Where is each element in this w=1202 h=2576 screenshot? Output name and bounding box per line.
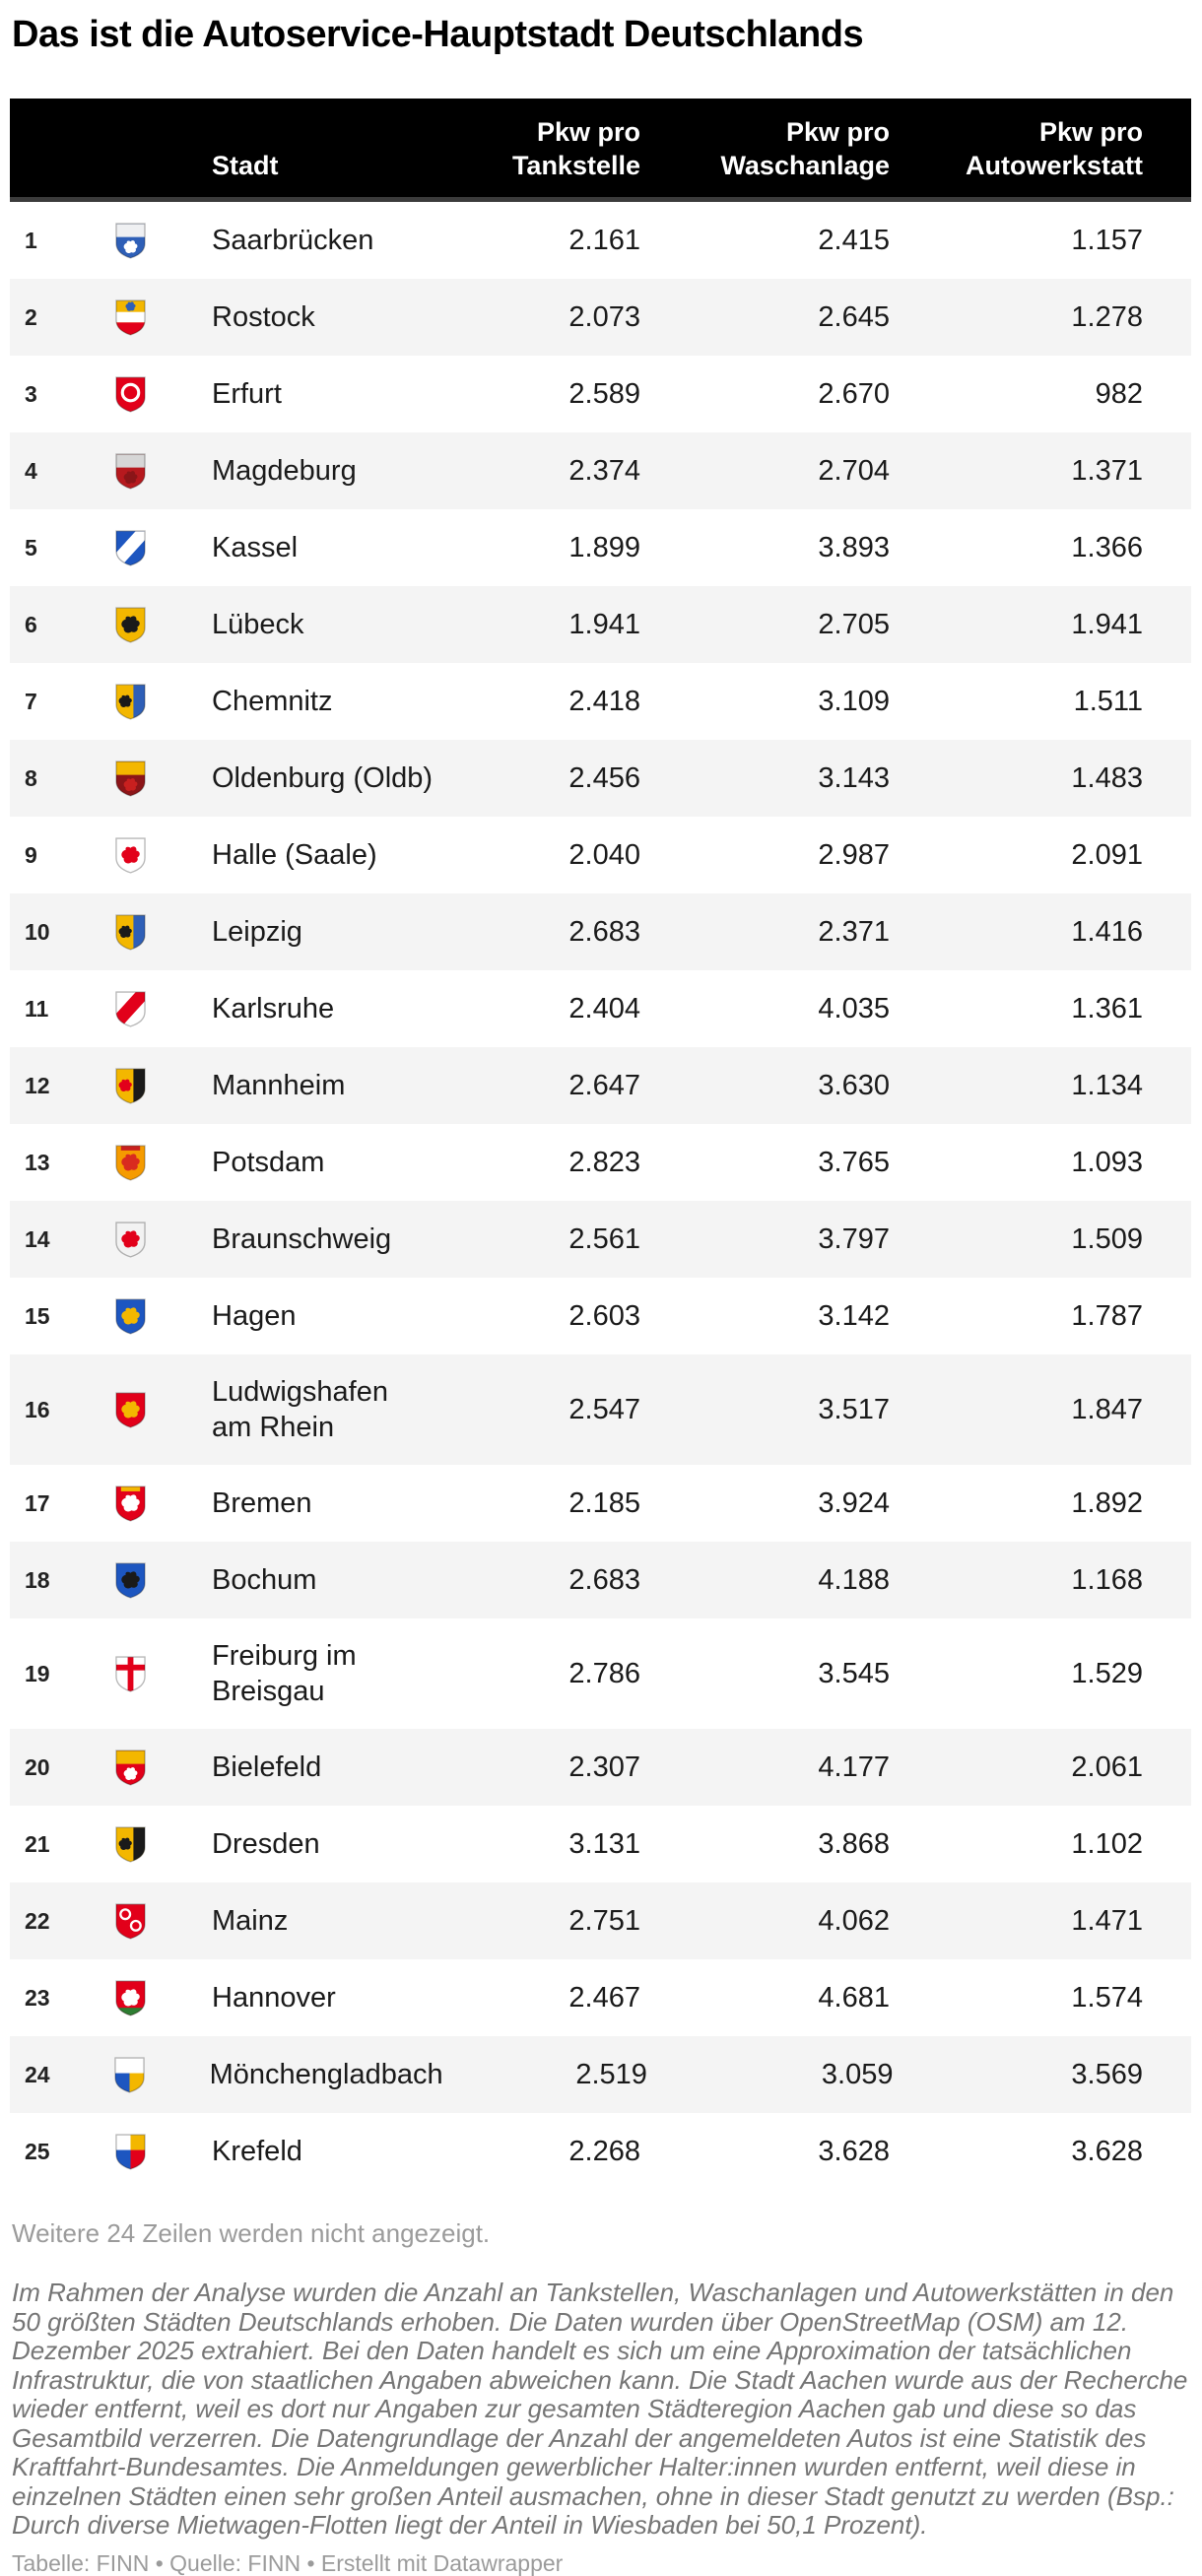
crest-cell (64, 760, 197, 797)
value-pkw-pro-tankstelle: 2.683 (568, 916, 640, 948)
table-row (10, 202, 1191, 279)
city-crest-icon (115, 2134, 146, 2170)
source-credit-line: Tabelle: FINN • Quelle: FINN • Erstellt mit Datawrapper (12, 2549, 564, 2576)
value-pkw-pro-autowerkstatt: 1.361 (1071, 993, 1143, 1024)
value-pkw-pro-autowerkstatt: 1.941 (1071, 609, 1143, 640)
header-pkw-pro-autowerkstatt: Pkw pro Autowerkstatt (965, 117, 1143, 180)
value-pkw-pro-autowerkstatt: 1.102 (1071, 1828, 1143, 1860)
city-name: Hagen (212, 1300, 297, 1332)
crest-cell (64, 1656, 197, 1692)
crest-cell (64, 914, 197, 951)
value-pkw-pro-waschanlage: 4.062 (818, 1905, 890, 1937)
value-pkw-pro-tankstelle: 2.603 (568, 1300, 640, 1332)
rank-label: 20 (25, 1754, 50, 1780)
value-pkw-pro-tankstelle: 2.561 (568, 1223, 640, 1255)
value-pkw-pro-autowerkstatt: 2.091 (1071, 839, 1143, 871)
city-crest-icon (114, 2057, 145, 2093)
city-name: Dresden (212, 1828, 320, 1860)
value-pkw-pro-waschanlage: 3.059 (821, 2059, 894, 2090)
city-crest-icon (115, 376, 146, 413)
value-pkw-pro-waschanlage: 2.705 (818, 609, 890, 640)
city-name: Mainz (212, 1905, 289, 1937)
header-pkw-pro-waschanlage: Pkw pro Waschanlage (720, 117, 890, 180)
city-name: Oldenburg (Oldb) (212, 762, 434, 794)
value-pkw-pro-tankstelle: 2.519 (575, 2059, 647, 2090)
crest-cell (64, 1068, 197, 1104)
city-name: Karlsruhe (212, 993, 335, 1024)
table-row (10, 432, 1191, 509)
crest-cell (64, 1222, 197, 1258)
rank-label: 13 (25, 1150, 50, 1175)
header-crest-spacer (64, 182, 197, 197)
city-name: Lübeck (212, 609, 304, 640)
city-crest-icon (115, 684, 146, 720)
value-pkw-pro-waschanlage: 3.628 (818, 2136, 890, 2167)
value-pkw-pro-autowerkstatt: 3.628 (1071, 2136, 1143, 2167)
rank-label: 14 (25, 1226, 50, 1252)
value-pkw-pro-waschanlage: 2.645 (818, 301, 890, 333)
value-pkw-pro-waschanlage: 2.987 (818, 839, 890, 871)
value-pkw-pro-waschanlage: 3.109 (818, 686, 890, 717)
value-pkw-pro-waschanlage: 4.035 (818, 993, 890, 1024)
value-pkw-pro-waschanlage: 3.142 (818, 1300, 890, 1332)
value-pkw-pro-tankstelle: 2.418 (568, 686, 640, 717)
table-row (10, 1465, 1191, 1542)
table-row (10, 279, 1191, 356)
value-pkw-pro-waschanlage: 4.681 (818, 1982, 890, 2014)
value-pkw-pro-waschanlage: 3.893 (818, 532, 890, 563)
crest-cell (64, 530, 197, 566)
value-pkw-pro-waschanlage: 3.630 (818, 1070, 890, 1101)
crest-cell (64, 991, 197, 1027)
rank-label: 6 (25, 612, 37, 637)
city-crest-icon (115, 1826, 146, 1863)
city-crest-icon (115, 1903, 146, 1940)
table-row (10, 356, 1191, 432)
value-pkw-pro-autowerkstatt: 1.134 (1071, 1070, 1143, 1101)
crest-cell (64, 1980, 197, 2016)
city-crest-icon (115, 1750, 146, 1786)
value-pkw-pro-autowerkstatt: 1.574 (1071, 1982, 1143, 2014)
table-row (10, 893, 1191, 970)
table-row (10, 970, 1191, 1047)
city-name: Rostock (212, 301, 315, 333)
value-pkw-pro-autowerkstatt: 1.278 (1071, 301, 1143, 333)
rank-label: 17 (25, 1490, 50, 1516)
crest-cell (64, 1903, 197, 1940)
table-row (10, 1124, 1191, 1201)
rank-label: 10 (25, 919, 50, 945)
header-rank-spacer (10, 182, 64, 197)
city-crest-icon (115, 1392, 146, 1428)
value-pkw-pro-autowerkstatt: 1.371 (1071, 455, 1143, 487)
city-crest-icon (115, 1562, 146, 1599)
value-pkw-pro-waschanlage: 2.371 (818, 916, 890, 948)
hidden-rows-note: Weitere 24 Zeilen werden nicht angezeigt. (12, 2218, 491, 2248)
table-row (10, 1047, 1191, 1124)
table-row (10, 1959, 1191, 2036)
city-crest-icon (115, 1222, 146, 1258)
value-pkw-pro-tankstelle: 2.823 (568, 1147, 640, 1178)
table-row (10, 1882, 1191, 1959)
city-name: Potsdam (212, 1147, 325, 1178)
table-row (10, 509, 1191, 586)
value-pkw-pro-autowerkstatt: 1.093 (1071, 1147, 1143, 1178)
value-pkw-pro-tankstelle: 2.589 (568, 378, 640, 410)
value-pkw-pro-autowerkstatt: 1.471 (1071, 1905, 1143, 1937)
crest-cell (64, 453, 197, 490)
city-name: Saarbrücken (212, 225, 374, 256)
city-crest-icon (115, 223, 146, 259)
value-pkw-pro-autowerkstatt: 1.416 (1071, 916, 1143, 948)
city-name: Erfurt (212, 378, 282, 410)
crest-cell (64, 1562, 197, 1599)
rank-label: 22 (25, 1908, 50, 1934)
crest-cell (64, 1145, 197, 1181)
city-name: Hannover (212, 1982, 336, 2014)
city-crest-icon (115, 607, 146, 643)
city-crest-icon (115, 1486, 146, 1522)
value-pkw-pro-autowerkstatt: 2.061 (1071, 1751, 1143, 1783)
value-pkw-pro-autowerkstatt: 1.787 (1071, 1300, 1143, 1332)
rank-label: 24 (25, 2062, 50, 2087)
table-row (10, 1278, 1191, 1354)
city-name: Bochum (212, 1564, 317, 1596)
value-pkw-pro-waschanlage: 4.188 (818, 1564, 890, 1596)
value-pkw-pro-waschanlage: 3.868 (818, 1828, 890, 1860)
rank-label: 4 (25, 458, 37, 484)
table-row (10, 1201, 1191, 1278)
value-pkw-pro-tankstelle: 2.268 (568, 2136, 640, 2167)
rank-label: 19 (25, 1661, 50, 1686)
city-name: Freiburg im Breisgau (212, 1640, 357, 1707)
city-crest-icon (115, 1980, 146, 2016)
table-row (10, 1618, 1191, 1729)
value-pkw-pro-waschanlage: 3.797 (818, 1223, 890, 1255)
table-row (10, 663, 1191, 740)
city-name: Braunschweig (212, 1223, 392, 1255)
value-pkw-pro-tankstelle: 2.040 (568, 839, 640, 871)
value-pkw-pro-tankstelle: 3.131 (568, 1828, 640, 1860)
value-pkw-pro-autowerkstatt: 3.569 (1071, 2059, 1143, 2090)
city-crest-icon (115, 1145, 146, 1181)
value-pkw-pro-waschanlage: 3.545 (818, 1658, 890, 1689)
table-row (10, 817, 1191, 893)
value-pkw-pro-autowerkstatt: 982 (1095, 378, 1143, 410)
value-pkw-pro-autowerkstatt: 1.529 (1071, 1658, 1143, 1689)
city-crest-icon (115, 1656, 146, 1692)
value-pkw-pro-tankstelle: 2.547 (568, 1394, 640, 1425)
crest-cell (64, 223, 197, 259)
value-pkw-pro-autowerkstatt: 1.483 (1071, 762, 1143, 794)
value-pkw-pro-tankstelle: 2.073 (568, 301, 640, 333)
value-pkw-pro-tankstelle: 2.307 (568, 1751, 640, 1783)
crest-cell (64, 1392, 197, 1428)
rank-label: 23 (25, 1985, 50, 2011)
crest-cell (64, 1750, 197, 1786)
value-pkw-pro-tankstelle: 1.899 (568, 532, 640, 563)
header-pkw-pro-tankstelle: Pkw pro Tankstelle (511, 117, 640, 180)
crest-cell (64, 837, 197, 874)
table-row (10, 740, 1191, 817)
crest-cell (64, 2134, 197, 2170)
crest-cell (64, 1486, 197, 1522)
value-pkw-pro-waschanlage: 4.177 (818, 1751, 890, 1783)
city-name: Magdeburg (212, 455, 357, 487)
city-name: Mannheim (212, 1070, 346, 1101)
value-pkw-pro-autowerkstatt: 1.168 (1071, 1564, 1143, 1596)
table-row (10, 1806, 1191, 1882)
rank-label: 9 (25, 842, 37, 868)
value-pkw-pro-autowerkstatt: 1.366 (1071, 532, 1143, 563)
city-crest-icon (115, 837, 146, 874)
city-crest-icon (115, 453, 146, 490)
value-pkw-pro-waschanlage: 3.517 (818, 1394, 890, 1425)
value-pkw-pro-tankstelle: 2.185 (568, 1487, 640, 1519)
value-pkw-pro-waschanlage: 2.670 (818, 378, 890, 410)
value-pkw-pro-tankstelle: 2.161 (568, 225, 640, 256)
value-pkw-pro-autowerkstatt: 1.892 (1071, 1487, 1143, 1519)
rank-label: 18 (25, 1567, 50, 1593)
value-pkw-pro-waschanlage: 3.924 (818, 1487, 890, 1519)
value-pkw-pro-autowerkstatt: 1.847 (1071, 1394, 1143, 1425)
rank-label: 5 (25, 535, 37, 561)
rank-label: 8 (25, 765, 37, 791)
rank-label: 3 (25, 381, 37, 407)
value-pkw-pro-waschanlage: 2.415 (818, 225, 890, 256)
methodology-description: Im Rahmen der Analyse wurden die Anzahl an Tankstellen, Waschanlagen und Autowerkstätten in den 50 größten Städten Deutschlands erhoben. Die Daten wurden über OpenStreetMap (OSM) am 12. Dezember 2025 extrahiert. Bei den Daten handelt es sich um eine Approximation der tatsächlichen Infrastruktur, die von staatlichen Angaben abweichen kann. Die Stadt Aachen wurde aus der Recherche wieder entfernt, weil es dort nur Angaben zur gesamten Städteregion Aachen gab und diese so das Gesamtbild verzerren. Die Datengrundlage der Anzahl der angemeldeten Autos ist eine Statistik des Kraftfahrt-Bundesamtes. Die Anmeldungen gewerblicher Halter:innen wurden entfernt, weil diese in einzelnen Städten einen sehr großen Anteil ausmachen, ohne in dieser Stadt genutzt zu werden (Bsp.: Durch diverse Mietwagen-Flotten liegt der Anteil in Wiesbaden bei 50,1 Prozent). (12, 2278, 1188, 2540)
rank-label: 2 (25, 304, 37, 330)
value-pkw-pro-waschanlage: 3.765 (818, 1147, 890, 1178)
value-pkw-pro-tankstelle: 2.467 (568, 1982, 640, 2014)
rank-label: 15 (25, 1303, 50, 1329)
data-table (10, 99, 1191, 2190)
city-crest-icon (115, 299, 146, 336)
crest-cell (64, 1826, 197, 1863)
table-row (10, 1542, 1191, 1618)
value-pkw-pro-tankstelle: 2.786 (568, 1658, 640, 1689)
crest-cell (64, 1298, 197, 1335)
value-pkw-pro-tankstelle: 2.683 (568, 1564, 640, 1596)
city-crest-icon (115, 1298, 146, 1335)
rank-label: 16 (25, 1397, 50, 1422)
city-crest-icon (115, 991, 146, 1027)
value-pkw-pro-autowerkstatt: 1.511 (1073, 686, 1143, 717)
city-name: Bremen (212, 1487, 312, 1519)
crest-cell (64, 299, 197, 336)
city-name: Leipzig (212, 916, 302, 948)
table-header-row (10, 99, 1191, 202)
crest-cell (64, 607, 197, 643)
city-name: Kassel (212, 532, 299, 563)
rank-label: 11 (25, 996, 49, 1022)
rank-label: 7 (25, 689, 37, 714)
rank-label: 1 (25, 228, 37, 253)
crest-cell (64, 684, 197, 720)
crest-cell (63, 2057, 194, 2093)
city-name: Mönchengladbach (209, 2059, 443, 2090)
value-pkw-pro-waschanlage: 3.143 (818, 762, 890, 794)
table-row (10, 586, 1191, 663)
city-crest-icon (115, 1068, 146, 1104)
city-name: Halle (Saale) (212, 839, 377, 871)
table-row (10, 2113, 1191, 2190)
value-pkw-pro-tankstelle: 2.456 (568, 762, 640, 794)
value-pkw-pro-autowerkstatt: 1.157 (1071, 225, 1143, 256)
city-name: Chemnitz (212, 686, 333, 717)
page-title: Das ist die Autoservice-Hauptstadt Deutschlands (12, 14, 864, 55)
rank-label: 25 (25, 2139, 50, 2164)
table-row (10, 1354, 1191, 1465)
city-name: Bielefeld (212, 1751, 322, 1783)
city-crest-icon (115, 914, 146, 951)
rank-label: 12 (25, 1073, 50, 1098)
value-pkw-pro-tankstelle: 2.751 (568, 1905, 640, 1937)
header-stadt: Stadt (212, 151, 279, 180)
table-row (10, 1729, 1191, 1806)
value-pkw-pro-tankstelle: 2.374 (568, 455, 640, 487)
value-pkw-pro-tankstelle: 1.941 (568, 609, 640, 640)
city-name: Krefeld (212, 2136, 302, 2167)
value-pkw-pro-tankstelle: 2.404 (568, 993, 640, 1024)
city-name: Ludwigshafen am Rhein (212, 1376, 388, 1443)
rank-label: 21 (25, 1831, 50, 1857)
value-pkw-pro-autowerkstatt: 1.509 (1071, 1223, 1143, 1255)
city-crest-icon (115, 530, 146, 566)
table-body (10, 202, 1191, 2190)
city-crest-icon (115, 760, 146, 797)
table-row (10, 2036, 1191, 2113)
value-pkw-pro-waschanlage: 2.704 (818, 455, 890, 487)
crest-cell (64, 376, 197, 413)
value-pkw-pro-tankstelle: 2.647 (568, 1070, 640, 1101)
